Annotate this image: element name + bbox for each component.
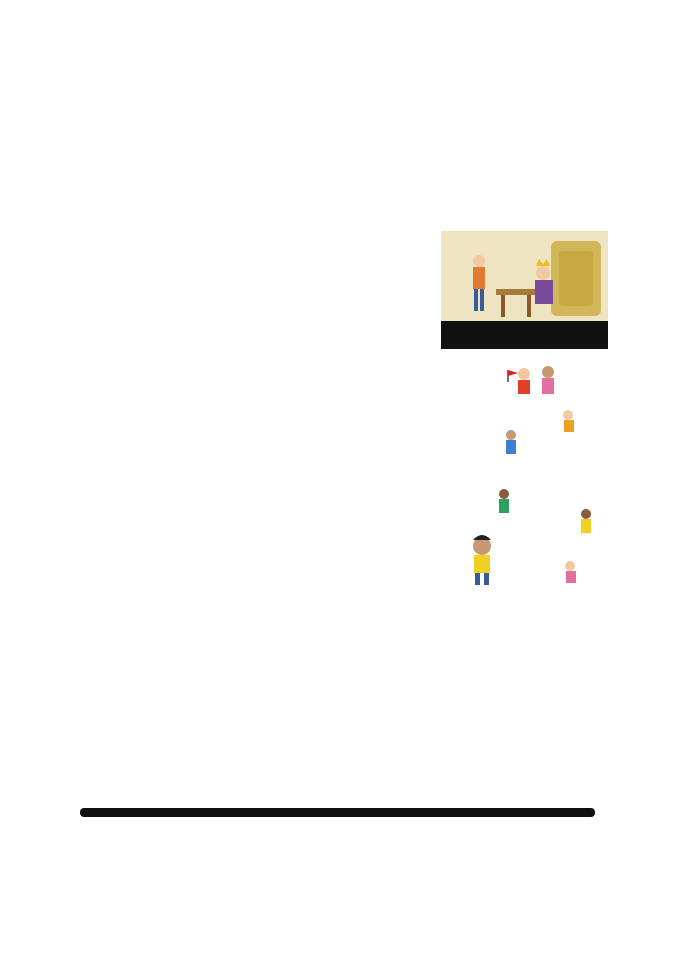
owls-illustration <box>80 620 600 870</box>
table-icon <box>496 289 536 295</box>
book-stack-illustration <box>468 360 608 588</box>
branch-icon <box>80 808 595 817</box>
boy-figure-icon <box>473 255 485 267</box>
cartoon-king-illustration <box>441 231 608 349</box>
kids-icon <box>473 366 591 585</box>
king-figure-icon <box>536 266 550 280</box>
